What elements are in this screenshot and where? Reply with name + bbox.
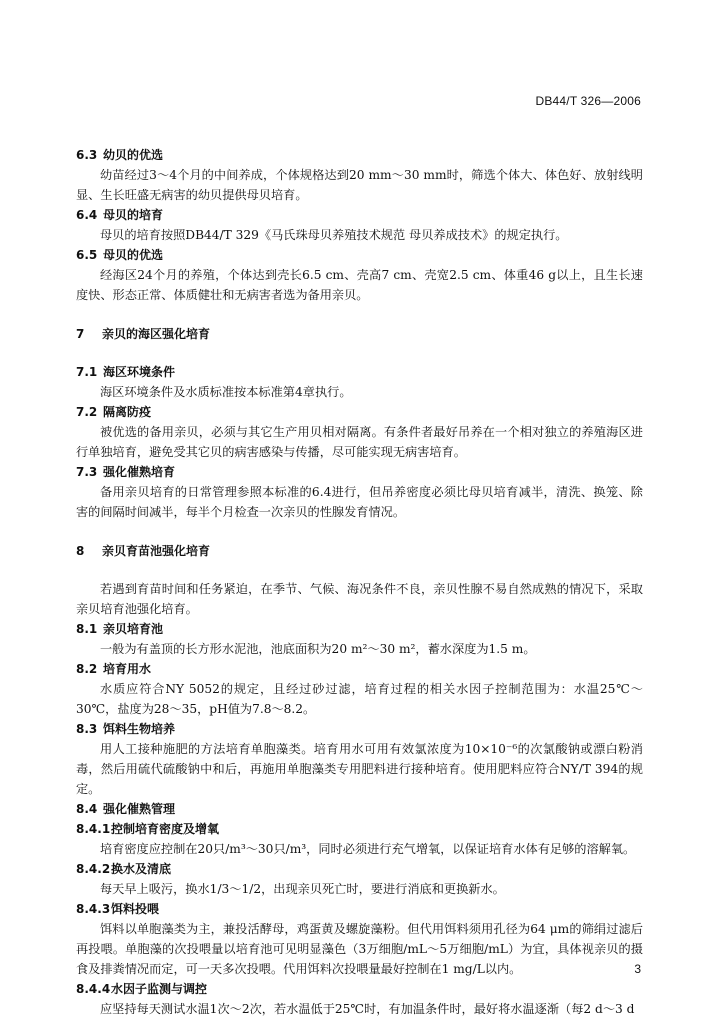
section-heading-6-4: 6.4 母贝的培育	[76, 208, 164, 222]
paragraph: 母贝的培育按照DB44/T 329《马氏珠母贝养殖技术规范 母贝养成技术》的规定执行。	[100, 228, 568, 242]
chapter-heading-8: 8 亲贝育苗池强化培育	[76, 544, 211, 558]
paragraph: 经海区24个月的养殖，个体达到壳长6.5 cm、壳高7 cm、壳宽2.5 cm、体重46 g以上，且生长速度快、形态正常、体质健壮和无病害者选为备用亲贝。	[76, 268, 643, 302]
section-heading-7-1: 7.1 海区环境条件	[76, 365, 176, 379]
paragraph: 备用亲贝培育的日常管理参照本标准的6.4进行，但吊养密度必须比母贝培育减半，清洗、换笼、除害的间隔时间减半，每半个月检查一次亲贝的性腺发育情况。	[76, 485, 643, 519]
paragraph: 若遇到育苗时间和任务紧迫，在季节、气候、海况条件不良，亲贝性腺不易自然成熟的情况下，采取亲贝培育池强化培育。	[76, 582, 643, 616]
chapter-heading-7: 7 亲贝的海区强化培育	[76, 327, 211, 341]
paragraph: 海区环境条件及水质标准按本标准第4章执行。	[100, 385, 352, 399]
section-heading-6-5: 6.5 母贝的优选	[76, 248, 164, 262]
section-heading-6-3: 6.3 幼贝的优选	[76, 148, 164, 162]
paragraph: 饵料以单胞藻类为主，兼投活酵母，鸡蛋黄及螺旋藻粉。但代用饵料须用孔径为64 μm的筛绢过滤后再投喂。单胞藻的次投喂量以培育池可见明显藻色（3万细胞/mL～5万细胞/mL）为宜，具体视亲贝的摄食及排粪情况而定，可一天多次投喂。代用饵料次投喂量最好控制在1 mg/L以内。	[76, 922, 643, 976]
section-heading-8-4-2: 8.4.2换水及清底	[76, 862, 172, 876]
paragraph: 用人工接种施肥的方法培育单胞藻类。培育用水可用有效氯浓度为10×10⁻⁶的次氯酸钠或漂白粉消毒，然后用硫代硫酸钠中和后，再施用单胞藻类专用肥料进行接种培育。使用肥料应符合NY/T 394的规定。	[76, 742, 643, 796]
paragraph: 应坚持每天测试水温1次～2次，若水温低于25℃时，有加温条件时，最好将水温逐渐（每2 d～3 d	[100, 1002, 635, 1016]
paragraph: 幼苗经过3～4个月的中间养成，个体规格达到20 mm～30 mm时，筛选个体大、体色好、放射线明显、生长旺盛无病害的幼贝提供母贝培育。	[76, 168, 643, 202]
section-heading-8-4-4: 8.4.4水因子监测与调控	[76, 982, 208, 996]
paragraph: 一般为有盖顶的长方形水泥池，池底面积为20 m²～30 m²，蓄水深度为1.5 m。	[100, 642, 536, 656]
paragraph: 水质应符合NY 5052的规定，且经过砂过滤，培育过程的相关水因子控制范围为：水温25℃～30℃，盐度为28～35，pH值为7.8～8.2。	[76, 682, 643, 716]
section-heading-8-1: 8.1 亲贝培育池	[76, 622, 164, 636]
section-heading-8-4: 8.4 强化催熟管理	[76, 802, 176, 816]
section-heading-8-4-1: 8.4.1控制培育密度及增氧	[76, 822, 220, 836]
section-heading-8-3: 8.3 饵料生物培养	[76, 722, 176, 736]
paragraph: 每天早上吸污，换水1/3～1/2，出现亲贝死亡时，要进行消底和更换新水。	[100, 882, 505, 896]
page-number: 3	[634, 962, 641, 976]
page-content	[76, 145, 643, 1019]
section-heading-7-3: 7.3 强化催熟培育	[76, 465, 176, 479]
section-heading-8-2: 8.2 培育用水	[76, 662, 152, 676]
document-code: DB44/T 326—2006	[535, 94, 641, 108]
paragraph: 被优选的备用亲贝，必须与其它生产用贝相对隔离。有条件者最好吊养在一个相对独立的养殖海区进行单独培育，避免受其它贝的病害感染与传播，尽可能实现无病害培育。	[76, 425, 643, 459]
section-heading-7-2: 7.2 隔离防疫	[76, 405, 152, 419]
paragraph: 培育密度应控制在20只/m³～30只/m³，同时必须进行充气增氧，以保证培育水体有足够的溶解氧。	[100, 842, 636, 856]
section-heading-8-4-3: 8.4.3饵料投喂	[76, 902, 160, 916]
